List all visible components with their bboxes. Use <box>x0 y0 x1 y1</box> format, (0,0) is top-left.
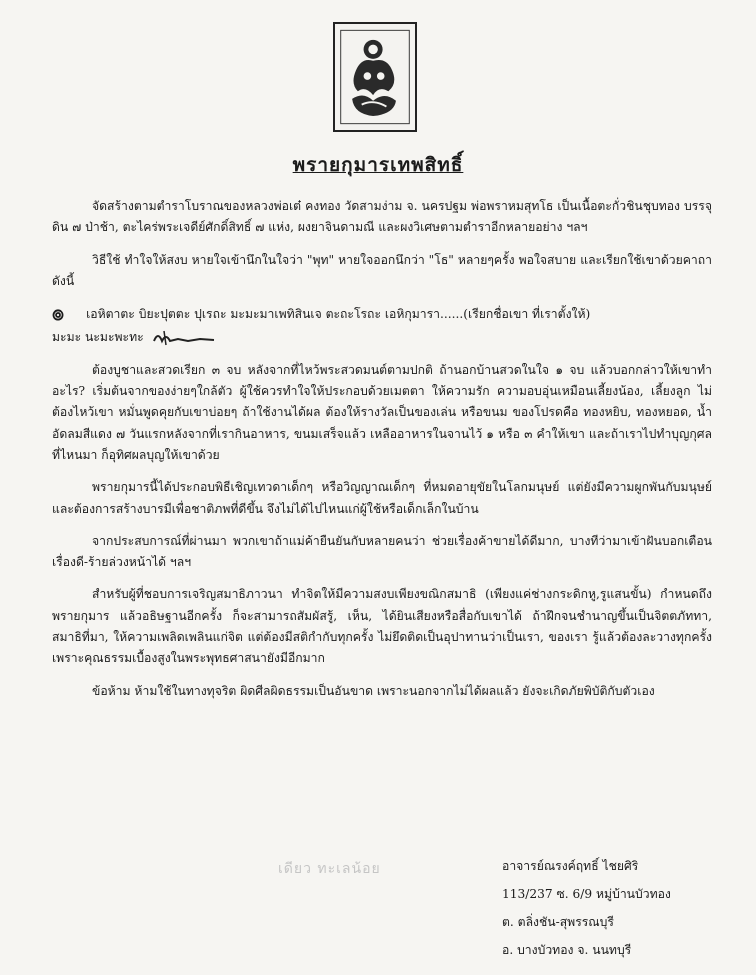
watermark-text: เดียว ทะเลน้อย <box>278 861 381 877</box>
paragraph-meditation: สำหรับผู้ที่ชอบการเจริญสมาธิภาวนา ทำจิตให้มีความสงบเพียงขณิกสมาธิ (เพียงแค่ช่างกระดิกหู,รูแสนขั้น) กำหนดถึงพรายกุมาร แล้วอธิษฐานอีกครั้ง ก็จะสามารถสัมผัสรู้, เห็น, ได้ยินเสียงหรือสื่อกับเขาได้ ถ้าฝึกจนชำนาญขึ้นเป็นจิตตภัททา, สมาธิที่มา, ให้ความเพลิดเพลินแก่จิต แต่ต้องมีสติกำกับทุกครั้ง ไม่ยึดติดเป็นอุปาทานว่าเป็นเรา, ของเรา รู้แล้วต้องละวางทุกครั้ง เพราะคุณธรรมเบื้องสูงในพระพุทธศาสนายังมีอีกมาก <box>52 587 712 666</box>
paragraph-mantra <box>52 303 712 325</box>
paragraph-ceremony: พรายกุมารนี้ได้ประกอบพิธีเชิญเทวดาเด็กๆ หรือวิญญาณเด็กๆ ที่หมดอายุขัยในโลกมนุษย์ แต่ยังมีความผูกพันกับมนุษย์และต้องการสร้างบารมีเพื่อชาติภพที่ดีขึ้น จึงไม่ได้ไปไหนแก่ผู้ใช้หรือเด็กเล็กในบ้าน <box>52 480 712 516</box>
amulet-figure-icon <box>335 24 415 130</box>
paragraph-experience: จากประสบการณ์ที่ผ่านมา พวกเขาถ้าแม่ค้ายืนยันกับหลายคนว่า ช่วยเรื่องค้าขายได้ดีมาก, บางทีว่ามาเข้าฝันบอกเตือนเรื่องดี-ร้ายล่วงหน้าได้ ฯลฯ <box>52 533 712 570</box>
mantra-ending-text: มะมะ นะมะพะทะ <box>52 330 144 345</box>
mantra-text: เอหิตาตะ บิยะปุตตะ ปุเรถะ มะมะมาเพทิสินเจ ตะถะโรถะ เอหิกุมารา......(เรียกชื่อเขา ที่เราตั้งให้) <box>86 307 591 322</box>
amulet-emblem-image <box>333 22 417 132</box>
paragraph-worship: ต้องบูชาและสวดเรียก ๓ จบ หลังจากที่ไหว้พระสวดมนต์ตามปกติ ถ้านอกบ้านสวดในใจ ๑ จบ แล้วบอกกล่าวให้เขาทำอะไร? เริ่มต้นจากของง่ายๆใกล้ตัว ผู้ใช้ควรทำใจให้ประกอบด้วยเมตตา ให้ความรัก ความอบอุ่นเหมือนเลี้ยงน้อง, เลี้ยงลูก ไม่ต้องไหว้เขา หมั่นพูดคุยกับเขาบ่อยๆ ถ้าใช้งานได้ผล ต้องให้รางวัลเป็นของเล่น หรือขนม ของโปรดคือ ทองหยิบ, ทองหยอด, น้ำอัดลมสีแดง ๗ วันแรกหลังจากที่เรากินอาหาร, ขนมเสร็จแล้ว เหลืออาหารในจานไว้ ๑ หรือ ๓ คำให้เขา และถ้าเราไปทำบุญกุศลที่ไหนมา ก็อุทิศผลบุญให้เขาด้วย <box>52 362 712 462</box>
paragraph-usage: วิธีใช้ ทำใจให้สงบ หายใจเข้านึกในใจว่า "พุท" หายใจออกนึกว่า "โธ" หลายๆครั้ง พอใจสบาย และเรียกใช้เขาด้วยคาถาดังนี้ <box>52 252 712 288</box>
paragraph-intro: จัดสร้างตามตำราโบราณของหลวงพ่อเต๋ คงทอง วัดสามง่าม จ. นครปฐม พ่อพราหมสุทโธ เป็นเนื้อตะกั่วชินชุบทอง บรรจุดิน ๗ ป่าช้า, ตะไคร่พระเจดีย์ศักดิ์สิทธิ์ ๗ แห่ง, ผงยาจินดามณี และผงวิเศษตามตำราอีกหลายอย่าง ฯลฯ <box>52 199 712 235</box>
handwritten-mark-icon <box>148 329 218 347</box>
signature-address-line-3: อ. บางบัวทอง จ. นนทบุรี <box>502 943 632 957</box>
signature-address-line-2: ต. ตลิ่งชัน-สุพรรณบุรี <box>502 915 614 929</box>
document-body <box>52 196 712 713</box>
document-title: พรายกุมารเทพสิทธิ์ <box>292 154 464 176</box>
paragraph-prohibition: ข้อห้าม ห้ามใช้ในทางทุจริต ผิดศีลผิดธรรมเป็นอันขาด เพราะนอกจากไม่ได้ผลแล้ว ยังจะเกิดภัยพิบัติกับตัวเอง <box>92 683 655 698</box>
signature-block <box>502 852 712 964</box>
mantra-symbol: ๏ <box>52 301 65 326</box>
paragraph-mantra-end <box>52 327 712 348</box>
signature-address-line-1: 113/237 ซ. 6/9 หมู่บ้านบัวทอง <box>502 887 671 901</box>
signature-name: อาจารย์ณรงค์ฤทธิ์ ไชยศิริ <box>502 859 639 873</box>
